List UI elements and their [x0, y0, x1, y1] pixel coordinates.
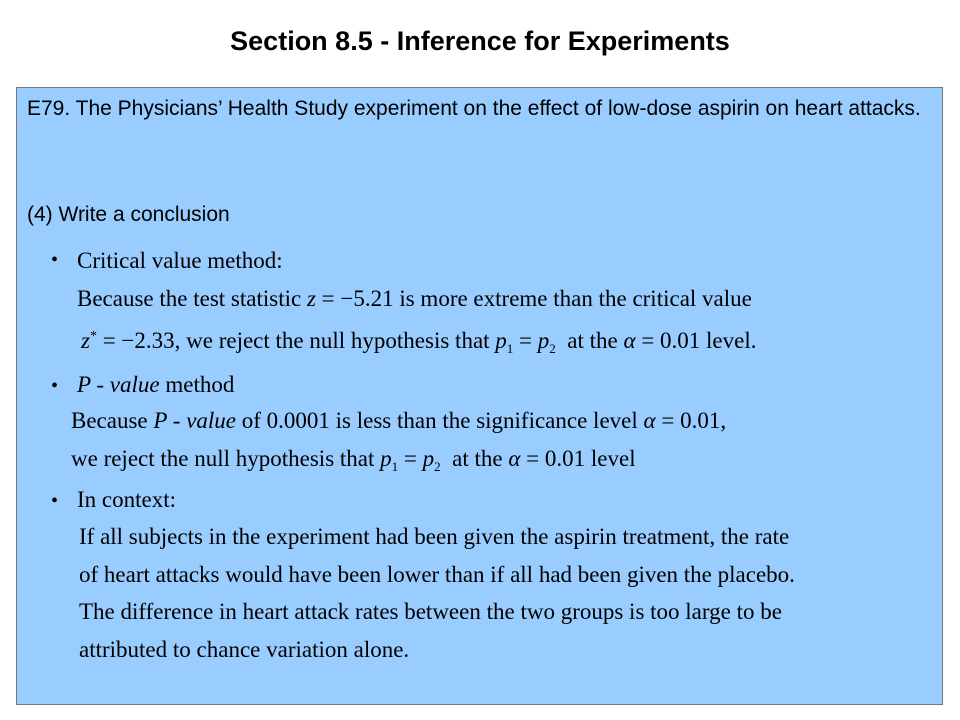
context-line: of heart attacks would have been lower than if all had been given the placebo. — [79, 562, 795, 587]
context-line: attributed to chance variation alone. — [79, 637, 410, 662]
critical-heading: Critical value method: — [77, 248, 283, 273]
bullet-icon: • — [51, 490, 59, 512]
exercise-intro: E79. The Physicians’ Health Study experiment on the effect of low-dose aspirin on heart attacks. — [27, 97, 921, 120]
context-heading: In context: — [77, 487, 176, 512]
bullet-icon: • — [51, 249, 59, 271]
critical-line-1: Because the test statistic z = −5.21 is more extreme than the critical value — [77, 286, 752, 311]
pvalue-line-2: we reject the null hypothesis that $p_1 = p_2$ at the α = 0.01 level — [71, 446, 636, 474]
critical-line-2: z* = −2.33, we reject the null hypothesis that $p_1 = p_2$ at the α = 0.01 level. — [81, 328, 757, 356]
context-line: The difference in heart attack rates between the two groups is too large to be — [79, 599, 782, 624]
step-label: (4) Write a conclusion — [27, 203, 230, 226]
pvalue-heading: P - value method — [77, 372, 235, 397]
context-line: If all subjects in the experiment had been given the aspirin treatment, the rate — [79, 524, 790, 549]
slide-title: Section 8.5 - Inference for Experiments — [230, 26, 730, 56]
bullet-icon: • — [51, 375, 59, 397]
content-panel — [16, 87, 943, 705]
pvalue-line-1: Because P - value of 0.0001 is less than the significance level α = 0.01, — [71, 408, 727, 433]
